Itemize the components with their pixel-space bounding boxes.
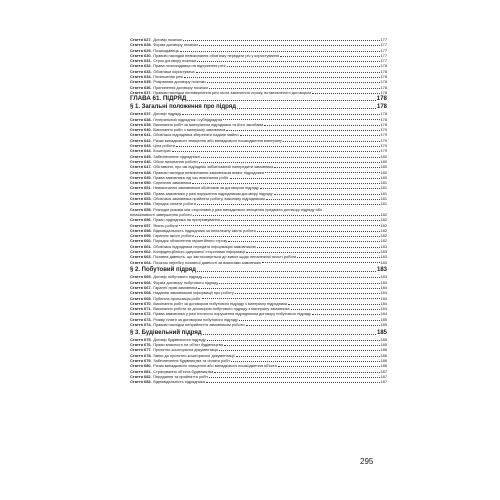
entry-page: 181 [380, 180, 387, 186]
entry-title: Правові наслідки неповернення речі після закінчення строку, встановленого договором [153, 89, 311, 95]
dot-leader [206, 382, 380, 383]
entry-title: Право підрядника на притримування [153, 217, 220, 223]
entry-label: Стаття 636. [130, 84, 152, 90]
entry-label: Стаття 653. [130, 196, 152, 202]
dot-leader [183, 40, 380, 41]
dot-leader [278, 366, 380, 367]
dot-leader [202, 298, 380, 299]
entry-label: Стаття 641. [130, 132, 152, 138]
dot-leader [201, 157, 380, 158]
entry-page: 179 [380, 143, 387, 149]
entry-title: Виконання робіт за договором побутового підряду з матеріалу підрядника [153, 300, 288, 306]
dot-leader [172, 151, 380, 152]
dot-leader [193, 215, 380, 216]
entry-title: Проектно-кошторисна документація [153, 347, 219, 353]
entry-label: Стаття 683. [130, 379, 152, 385]
entry-label: Стаття 655. [130, 206, 152, 212]
entry-page: 187 [380, 379, 387, 385]
entry-title: Невиконання замовником обов'язків за договором підряду [153, 185, 259, 191]
dot-leader [207, 82, 380, 83]
entry-label: Стаття 678. [130, 352, 152, 358]
entry-page: 177 [380, 52, 387, 58]
entry-title: Відповідальність підрядника [153, 379, 205, 385]
entry-label: Стаття 652. [130, 190, 152, 196]
entry-label: Стаття 645. [130, 153, 152, 159]
entry-label: Стаття 663. [130, 254, 152, 260]
entry-label: Стаття 638. [130, 116, 152, 122]
dot-leader [264, 125, 379, 126]
entry-title: Припинення договору позички [153, 84, 208, 90]
dot-leader [257, 247, 380, 248]
entry-label: Стаття 664. [130, 259, 152, 265]
section-heading [130, 266, 387, 274]
entry-label: Стаття 667. [130, 284, 152, 290]
dot-leader [199, 45, 380, 46]
entry-page: 180 [380, 174, 387, 180]
entry-label: Стаття 674. [130, 322, 152, 328]
toc-entry [130, 379, 387, 384]
dot-leader [262, 262, 380, 263]
entry-page: 184 [380, 284, 387, 290]
entry-title: Виконання робіт з матеріалу замовника [153, 127, 226, 133]
entry-label: Стаття 654. [130, 201, 152, 207]
entry-page: 178 [380, 111, 387, 117]
entry-page: 177 [380, 42, 387, 48]
entry-page: 186 [380, 358, 387, 364]
dot-leader [199, 162, 380, 163]
entry-page: 185 [380, 322, 387, 328]
entry-label: Стаття 672. [130, 311, 152, 317]
entry-label: Стаття 637. [130, 111, 152, 117]
entry-label: Стаття 676. [130, 342, 152, 348]
entry-title: Генеральний підрядник і субпідрядник [153, 116, 223, 122]
entry-title: неможливості завершення роботи [130, 211, 192, 217]
entry-page: 181 [380, 185, 387, 191]
dot-leader [184, 77, 379, 78]
entry-label: Стаття 657. [130, 222, 152, 228]
entry-title: Передання та прийняття робіт [153, 373, 209, 379]
entry-page: 179 [380, 127, 387, 133]
entry-title: Позовна давність, що застосовується до вимог щодо неналежної якості роботи [153, 254, 297, 260]
entry-page: 178 [380, 79, 387, 85]
dot-leader [231, 361, 379, 362]
entry-title: Обов'язок підрядника передати інформацію замовникові [153, 243, 256, 249]
entry-title: Відповідальність підрядника за неналежну якість роботи [153, 227, 256, 233]
entry-title: Гарантія якості роботи [153, 233, 194, 239]
dot-leader [203, 334, 376, 335]
entry-page: 182 [380, 222, 387, 228]
entry-page: 178 [380, 121, 387, 127]
entry-label: Стаття 668. [130, 290, 152, 296]
entry-label: Стаття 639. [130, 121, 152, 127]
entry-page: 178 [380, 68, 387, 74]
dot-leader [246, 325, 380, 326]
entry-page: 181 [380, 201, 387, 207]
entry-page: 183 [380, 259, 387, 265]
entry-label: Стаття 629. [130, 47, 152, 53]
section-heading [130, 103, 387, 111]
dot-leader [230, 178, 380, 179]
entry-label: Стаття 640. [130, 127, 152, 133]
dot-leader [240, 135, 380, 136]
entry-label: Стаття 646. [130, 158, 152, 164]
dot-leader [197, 204, 380, 205]
entry-page: 182 [380, 227, 387, 233]
entry-title: Правові наслідки невиконання обов'язку передати річ у користування [153, 52, 280, 58]
entry-page: 186 [380, 363, 387, 369]
chapter-heading-title: ГЛАВА 61. ПІДРЯД [130, 95, 187, 103]
dot-leader [209, 377, 379, 378]
dot-leader [312, 93, 380, 94]
dot-leader [260, 188, 380, 189]
entry-title: Строк договору позички [153, 58, 197, 64]
entry-title: Сприяння замовника [153, 180, 192, 186]
section-heading-title: § 2. Побутовий підряд [130, 267, 196, 274]
entry-title: Ризик випадкового знищення або випадкового пошкодження об'єкта [153, 363, 277, 369]
entry-title: Надання замовникові інформації про роботу [153, 290, 234, 296]
entry-title: Право власності на об'єкт будівництва [153, 342, 223, 348]
entry-title: Обов'язок підрядника збереігати надане майно [153, 132, 239, 138]
entry-title: Договір побутового підряду [153, 274, 203, 280]
entry-title: Ризик випадкового знищення або випадкового пошкодження матеріалу [153, 137, 282, 143]
entry-page: 179 [380, 137, 387, 143]
entry-page: 183 [380, 243, 387, 249]
entry-label: Стаття 634. [130, 74, 152, 80]
entry-label: Стаття 627. [130, 37, 152, 42]
entry-title: Договір позички [153, 37, 182, 42]
entry-title: Розмір плати за договором побутового підряду [153, 316, 238, 322]
entry-label: Стаття 659. [130, 233, 152, 239]
entry-page: 177 [380, 47, 387, 53]
entry-title: Правові наслідки невиконання замовником вимог підрядника [153, 169, 264, 175]
entry-label: Стаття 642. [130, 137, 152, 143]
entry-label: Стаття 673. [130, 316, 152, 322]
entry-title: Розірвання договору позички [153, 79, 206, 85]
entry-label: Стаття 648. [130, 169, 152, 175]
dot-leader [227, 66, 380, 67]
entry-page: 183 [380, 279, 387, 285]
dot-leader [219, 283, 379, 284]
entry-label: Стаття 633. [130, 68, 152, 74]
entry-page: 181 [380, 196, 387, 202]
dot-leader [266, 199, 380, 200]
entry-label: Стаття 682. [130, 373, 152, 379]
dot-leader [219, 350, 379, 351]
dot-leader [246, 252, 379, 253]
entry-title: Форма договору побутового підряду [153, 279, 219, 285]
entry-page: 177 [380, 58, 387, 64]
entry-label: Стаття 677. [130, 347, 152, 353]
dot-leader [176, 146, 380, 147]
entry-label: Стаття 665. [130, 274, 152, 280]
entry-label: Стаття 631. [130, 58, 152, 64]
entry-title: Початок перебігу позовної давності за вимогами замовника [153, 259, 261, 265]
dot-leader [312, 314, 380, 315]
entry-label: Стаття 632. [130, 63, 152, 69]
entry-title: Виконання роботи за договором побутового підряду з матеріалу замовника [153, 306, 290, 312]
entry-page: 178 [380, 63, 387, 69]
entry-title: Якість роботи [153, 222, 179, 228]
section-heading-page: 183 [376, 267, 387, 274]
entry-title: Розподіл ризиків між сторонами у разі випадкового знищення предмета договору підряду або [153, 206, 323, 212]
section-heading-title: § 3. Будівельний підряд [130, 329, 202, 336]
dot-leader [198, 288, 379, 289]
entry-page: 184 [380, 295, 387, 301]
entry-page: 187 [380, 373, 387, 379]
entry-label: Стаття 671. [130, 306, 152, 312]
dot-leader [179, 225, 379, 226]
entry-label: Стаття 681. [130, 368, 152, 374]
entry-title: Права позичкодавця на відчуження речі [153, 63, 226, 69]
entry-label: Стаття 675. [130, 336, 152, 342]
entry-label: Стаття 650. [130, 180, 152, 186]
dot-leader [196, 72, 380, 73]
dot-leader [224, 345, 380, 346]
dot-leader [291, 309, 380, 310]
dot-leader [197, 61, 379, 62]
entry-title: Права замовника під час виконання робіт [153, 174, 229, 180]
dot-leader [239, 320, 380, 321]
dot-leader [195, 236, 380, 237]
dot-leader [207, 340, 380, 341]
entry-title: Порядок обчислення гарантійного строку [153, 238, 228, 244]
entry-page: 178 [380, 116, 387, 122]
entry-page: 186 [380, 352, 387, 358]
entry-page: 185 [380, 316, 387, 322]
dot-leader [280, 56, 379, 57]
entry-title: Договір підряду [153, 111, 182, 117]
entry-title: Правові наслідки неприйняття замовником роботи [153, 322, 245, 328]
dot-leader [297, 257, 379, 258]
entry-label: Стаття 647. [130, 164, 152, 170]
dot-leader [223, 119, 379, 120]
dot-leader [203, 277, 379, 278]
entry-title: Страхування об'єкта будівництва [153, 368, 214, 374]
entry-page: 184 [380, 311, 387, 317]
entry-page: 184 [380, 306, 387, 312]
entry-label: Стаття 658. [130, 227, 152, 233]
table-of-contents [130, 37, 387, 385]
dot-leader [187, 100, 375, 101]
entry-page: 185 [380, 342, 387, 348]
entry-title: Гарантії прав замовника [153, 284, 198, 290]
dot-leader [274, 167, 379, 168]
dot-leader [221, 220, 380, 221]
dot-leader [257, 231, 380, 232]
entry-label: Стаття 628. [130, 42, 152, 48]
entry-title: Обставини, про які підрядник зобов'язаний попередити замовника [153, 164, 274, 170]
dot-leader [265, 172, 380, 173]
entry-page: 183 [380, 254, 387, 260]
entry-page: 180 [380, 169, 387, 175]
dot-leader [288, 304, 379, 305]
dot-leader [226, 130, 379, 131]
entry-title: Публічна пропозиція робіт [153, 295, 201, 301]
entry-page: 180 [380, 158, 387, 164]
entry-label: Стаття 637. [130, 89, 152, 95]
entry-title: Виконання робіт за матеріалом підрядника та його засобами [153, 121, 264, 127]
entry-label: Стаття 666. [130, 279, 152, 285]
entry-title: Ціна роботи [153, 143, 175, 149]
entry-page: 179 [380, 132, 387, 138]
entry-page: 186 [380, 347, 387, 353]
page-number: 295 [360, 457, 374, 466]
dot-leader [235, 293, 380, 294]
entry-page: 184 [380, 300, 387, 306]
entry-title: Кошторис [153, 148, 171, 154]
entry-page: 182 [380, 217, 387, 223]
entry-label: Стаття 643. [130, 143, 152, 149]
section-heading [130, 329, 387, 337]
entry-title: Права замовника у разі істотного порушення підрядником договору побутового підряду [153, 311, 311, 317]
entry-page: 183 [380, 248, 387, 254]
entry-page: 184 [380, 290, 387, 296]
entry-page: 178 [380, 84, 387, 90]
dot-leader [283, 141, 380, 142]
entry-label: Стаття 662. [130, 248, 152, 254]
entry-page: 180 [380, 153, 387, 159]
entry-title: Поліпшення речі [153, 74, 184, 80]
entry-page: 179 [380, 148, 387, 154]
dot-leader [192, 183, 379, 184]
entry-page: 178 [380, 89, 387, 95]
entry-page: 183 [380, 274, 387, 280]
entry-label: Стаття 630. [130, 52, 152, 58]
dot-leader [182, 114, 379, 115]
section-heading-page: 178 [376, 104, 387, 111]
section-heading-page: 185 [376, 329, 387, 336]
entry-title: Обсяг виконання роботи [153, 158, 198, 164]
section-heading-title: § 1. Загальні положення про підряд [130, 104, 237, 111]
dot-leader [197, 271, 376, 272]
entry-title: Забезпечення підрядника [153, 153, 200, 159]
entry-page: 182 [380, 233, 387, 239]
entry-label: Стаття 651. [130, 185, 152, 191]
dot-leader [214, 372, 379, 373]
entry-page: 182 [380, 238, 387, 244]
entry-page: 187 [380, 368, 387, 374]
entry-page: 177 [380, 37, 387, 42]
entry-label: Стаття 669. [130, 295, 152, 301]
dot-leader [209, 88, 380, 89]
entry-title: Забезпечення будівництва та оплата робіт [153, 358, 231, 364]
dot-leader [274, 194, 380, 195]
entry-page: 185 [380, 336, 387, 342]
chapter-heading-page: 178 [376, 95, 387, 103]
entry-label: Стаття 679. [130, 358, 152, 364]
entry-label: Стаття 656. [130, 217, 152, 223]
dot-leader [237, 108, 376, 109]
entry-label: Стаття 635. [130, 79, 152, 85]
dot-leader [236, 356, 380, 357]
entry-title: Позикодавець [153, 47, 179, 53]
entry-title: Обов'язки користувача [153, 68, 195, 74]
entry-title: Договір будівельного підряду [153, 336, 206, 342]
entry-page: 181 [380, 190, 387, 196]
entry-label: Стаття 661. [130, 243, 152, 249]
entry-title: Зміни до проектно-кошторисної документації [153, 352, 235, 358]
entry-label: Стаття 660. [130, 238, 152, 244]
entry-label: Стаття 649. [130, 174, 152, 180]
dot-leader [180, 51, 380, 52]
entry-title: Права замовника у разі порушення підрядником договору підряду [153, 190, 273, 196]
chapter-heading [130, 95, 387, 103]
entry-page: 182 [380, 211, 387, 217]
dot-leader [228, 241, 379, 242]
entry-label: Стаття 680. [130, 363, 152, 369]
entry-title: Обов'язок замовника прийняти роботу, виконану підрядником [153, 196, 265, 202]
entry-page: 178 [380, 74, 387, 80]
entry-title: Форма договору позички [153, 42, 198, 48]
entry-title: Конфіденційність одержаної сторонами інформації [153, 248, 246, 254]
entry-page: 180 [380, 164, 387, 170]
entry-title: Порядок оплати роботи [153, 201, 196, 207]
entry-label: Стаття 670. [130, 300, 152, 306]
entry-label: Стаття 644. [130, 148, 152, 154]
